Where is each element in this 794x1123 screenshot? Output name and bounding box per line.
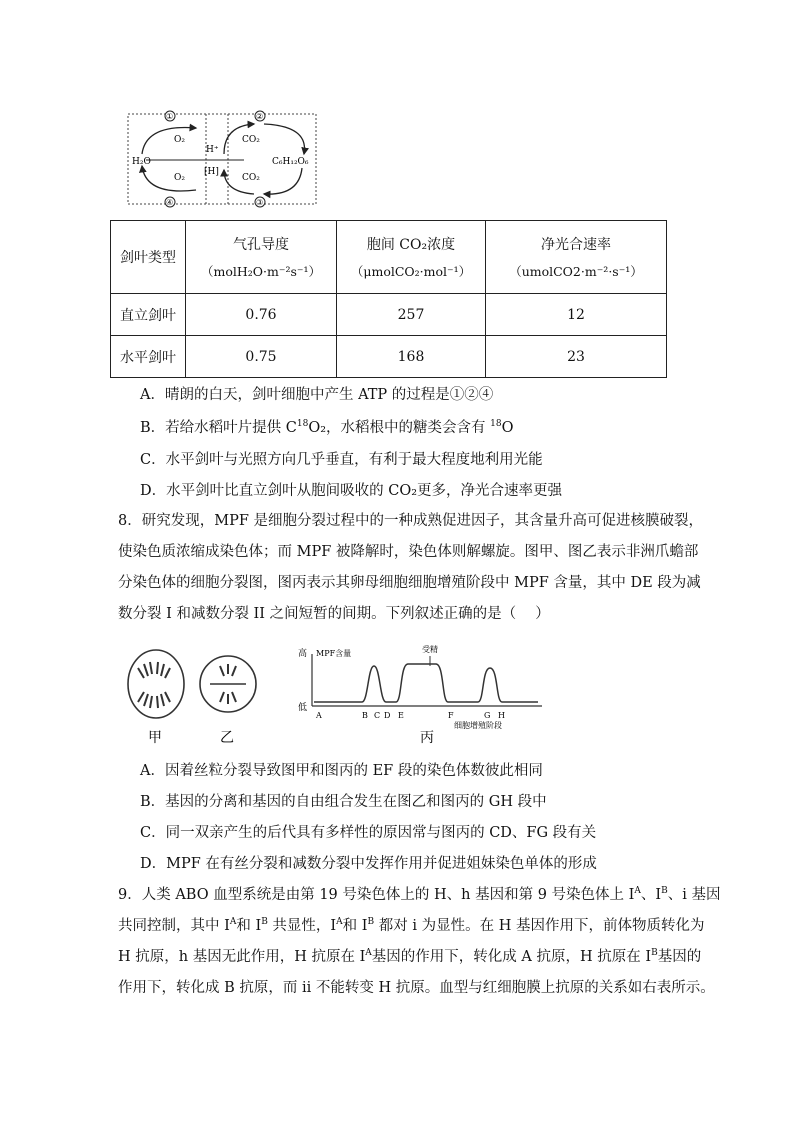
label-yi: 乙 bbox=[220, 730, 234, 746]
co2-top-label: CO₂ bbox=[242, 135, 260, 145]
metabolism-cycle-diagram bbox=[124, 110, 324, 210]
q9-line-1 bbox=[118, 885, 721, 905]
table-header-co2 bbox=[337, 221, 486, 294]
q8-option-a: A．因着丝粒分裂导致图甲和图丙的 EF 段的染色体数彼此相同 bbox=[140, 763, 543, 779]
q9-l3-sup-b: B bbox=[651, 948, 658, 959]
q8-line-4: 数分裂 I 和减数分裂 II 之间短暂的间期。下列叙述正确的是（ ） bbox=[118, 606, 550, 622]
co2-unit: （μmolCO₂·mol⁻¹） bbox=[350, 264, 472, 279]
netrate-unit: （umolCO2·m⁻²·s⁻¹） bbox=[509, 264, 643, 279]
row-netrate: 12 bbox=[486, 294, 667, 336]
marker-1: ① bbox=[166, 112, 174, 121]
label-bing: 丙 bbox=[420, 730, 434, 746]
nadph-label: [H] bbox=[204, 167, 219, 177]
x-tick-e: E bbox=[398, 711, 404, 720]
q7-option-b bbox=[140, 418, 513, 438]
q8-option-d: D．MPF 在有丝分裂和减数分裂中发挥作用并促进姐妹染色单体的形成 bbox=[140, 856, 597, 872]
q9-l3-a: H 抗原，h 基因无此作用，H 抗原在 I bbox=[118, 949, 366, 965]
label-jia: 甲 bbox=[148, 730, 162, 746]
q9-l2-c: 共显性，I bbox=[267, 918, 337, 934]
cell-division-figure bbox=[118, 640, 558, 750]
x-tick-d: D bbox=[384, 711, 391, 720]
q7-option-c: C．水平剑叶与光照方向几乎垂直，有利于最大程度地利用光能 bbox=[140, 452, 543, 468]
table-header-stomatal bbox=[186, 221, 337, 294]
q9-l2-sup-a2: A bbox=[336, 917, 343, 928]
mpf-curve bbox=[314, 664, 538, 702]
y-axis-title: MPF含量 bbox=[316, 649, 352, 658]
q9-l2-b: 和 I bbox=[236, 918, 262, 934]
q9-l1-c: 、i 基因 bbox=[667, 887, 721, 903]
q9-l1-sup-a: A bbox=[634, 886, 641, 897]
marker-4: ④ bbox=[166, 198, 174, 207]
q9-l3-b: 基因的作用下，转化成 A 抗原，H 抗原在 I bbox=[371, 949, 652, 965]
table-header-type: 剑叶类型 bbox=[111, 221, 186, 294]
row-stomatal: 0.75 bbox=[186, 336, 337, 378]
q9-l2-sup-a: A bbox=[229, 917, 237, 928]
q9-l2-sup-b: B bbox=[261, 917, 268, 928]
row-co2: 168 bbox=[337, 336, 486, 378]
q9-l2-e: 都对 i 为显性。在 H 基因作用下，前体物质转化为 bbox=[374, 918, 705, 934]
stomatal-title: 气孔导度 bbox=[233, 237, 289, 253]
x-tick-b: B bbox=[362, 711, 368, 720]
y-axis-low: 低 bbox=[298, 703, 308, 713]
row-stomatal: 0.76 bbox=[186, 294, 337, 336]
h2o-label: H₂O bbox=[132, 157, 151, 167]
q9-l1-a: 9．人类 ABO 血型系统是由第 19 号染色体上的 H、h 基因和第 9 号染色体上 I bbox=[118, 887, 635, 903]
q8-option-b: B．基因的分离和基因的自由组合发生在图乙和图丙的 GH 段中 bbox=[140, 794, 547, 810]
sword-leaf-table bbox=[110, 220, 667, 378]
table-row bbox=[111, 294, 667, 336]
x-tick-a: A bbox=[316, 711, 322, 720]
q9-l2-a: 共同控制，其中 I bbox=[118, 918, 230, 934]
q9-line-4: 作用下，转化成 B 抗原，而 ii 不能转变 H 抗原。血型与红细胞膜上抗原的关系如右表所示。 bbox=[118, 980, 715, 996]
q9-l3-sup-a: A bbox=[365, 948, 372, 959]
o2-bottom-label: O₂ bbox=[174, 173, 185, 183]
q8-line-2: 使染色质浓缩成染色体；而 MPF 被降解时，染色体则解螺旋。图甲、图乙表示非洲爪蟾部 bbox=[118, 544, 699, 560]
q7-b-text2: O₂，水稻根中的糖类会含有 bbox=[308, 420, 491, 436]
co2-title: 胞间 CO₂浓度 bbox=[366, 237, 456, 253]
q9-line-2 bbox=[118, 916, 704, 936]
q9-l3-c: 基因的 bbox=[657, 949, 702, 965]
q7-b-sup1: 18 bbox=[296, 419, 309, 430]
glucose-label: C₆H₁₂O₆ bbox=[272, 157, 309, 167]
co2-bottom-label: CO₂ bbox=[242, 173, 260, 183]
q9-l1-b: 、I bbox=[640, 887, 662, 903]
y-axis-high: 高 bbox=[298, 649, 308, 659]
marker-2: ② bbox=[256, 112, 264, 121]
row-type: 水平剑叶 bbox=[111, 336, 186, 378]
q9-l2-d: 和 I bbox=[342, 918, 368, 934]
x-tick-f: F bbox=[448, 711, 454, 720]
q7-option-a: A．晴朗的白天，剑叶细胞中产生 ATP 的过程是①②④ bbox=[140, 387, 494, 403]
q8-option-c: C．同一双亲产生的后代具有多样性的原因常与图丙的 CD、FG 段有关 bbox=[140, 825, 597, 841]
q7-b-text1: B．若给水稻叶片提供 C bbox=[140, 420, 297, 436]
q7-b-sup2: 18 bbox=[490, 419, 502, 430]
marker-3: ③ bbox=[256, 198, 264, 207]
h-plus-label: H⁺ bbox=[206, 145, 219, 155]
q9-line-3 bbox=[118, 947, 701, 967]
stomatal-unit: （molH₂O·m⁻²s⁻¹） bbox=[201, 264, 321, 279]
o2-top-label: O₂ bbox=[174, 135, 185, 145]
q7-b-text3: O bbox=[501, 420, 514, 436]
row-co2: 257 bbox=[337, 294, 486, 336]
row-netrate: 23 bbox=[486, 336, 667, 378]
cell-yi bbox=[200, 656, 256, 712]
table-row bbox=[111, 336, 667, 378]
q9-l1-sup-b: B bbox=[661, 886, 668, 897]
row-type: 直立剑叶 bbox=[111, 294, 186, 336]
fertilization-annotation: 受精 bbox=[422, 645, 438, 654]
q8-line-3: 分染色体的细胞分裂图，图丙表示其卵母细胞细胞增殖阶段中 MPF 含量，其中 DE 段为减 bbox=[118, 575, 701, 591]
x-tick-g: G bbox=[484, 711, 491, 720]
q9-l2-sup-b2: B bbox=[367, 917, 375, 928]
q8-line-1: 8．研究发现，MPF 是细胞分裂过程中的一种成熟促进因子，其含量升高可促进核膜破裂， bbox=[118, 513, 703, 529]
cell-jia bbox=[128, 650, 184, 718]
x-axis-title: 细胞增殖阶段 bbox=[454, 721, 502, 730]
netrate-title: 净光合速率 bbox=[541, 237, 611, 253]
q7-option-d: D．水平剑叶比直立剑叶从胞间吸收的 CO₂更多，净光合速率更强 bbox=[140, 483, 563, 499]
table-header-netrate bbox=[486, 221, 667, 294]
x-tick-h: H bbox=[498, 711, 505, 720]
x-tick-c: C bbox=[374, 711, 381, 720]
mpf-chart bbox=[298, 644, 542, 730]
